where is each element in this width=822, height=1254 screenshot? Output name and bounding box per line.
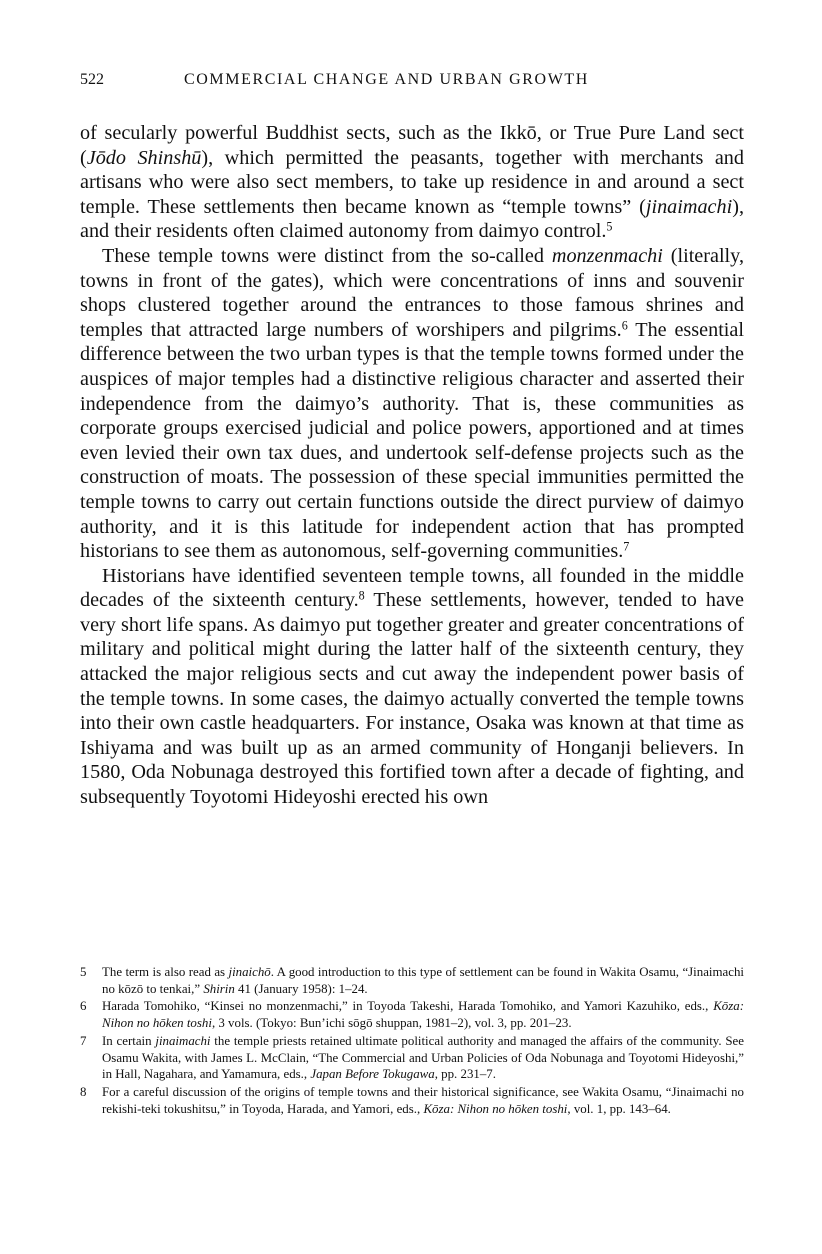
paragraph-3: Historians have identified seventeen temple towns, all founded in the middle decades of the sixteenth century.$^8$ These settlements, however, tended to have very short life spans. As daimyo put together greater and greater concentrations of military and political might during the latter half of the sixteenth century, they attacked the major religious sects and cut away the independent power basis of the temple towns. In some cases, the daimyo actually converted the temple towns into their own castle headquarters. For instance, Osaka was known at that time as Ishiyama and was built up as an armed community of Honganji believers. In 1580, Oda Nobunaga destroyed this fortified town after a decade of fighting, and subsequently Toyotomi Hideyoshi erected his own [80,564,744,809]
footnote-6: 6 Harada Tomohiko, “Kinsei no monzenmachi,” in Toyoda Takeshi, Harada Tomohiko, and Yamori Kazuhiko, eds., Kōza: Nihon no hōken toshi, 3 vols. (Tokyo: Bun’ichi sōgō shuppan, 1981–2), vol. 3, pp. 201–23. [80,999,744,1031]
footnote-number: 5 [80,965,87,979]
footnote-8: 8 For a careful discussion of the origins of temple towns and their historical significance, see Wakita Osamu, “Jinaimachi no rekishi-teki tokushitsu,” in Toyoda, Harada, and Yamori, eds., Kōza: Nihon no hōken toshi, vol. 1, pp. 143–64. [80,1084,744,1116]
footnote-number: 6 [80,999,87,1014]
footnote-number: 7 [80,1033,87,1048]
footnote-ref-7: 7 [623,539,630,554]
running-head: COMMERCIAL CHANGE AND URBAN GROWTH [184,71,589,88]
page-header [80,71,744,95]
footnote-ref-8: 8 [358,588,365,603]
footnote-number: 8 [80,1084,87,1099]
page-number: 522 [80,71,104,88]
footnote-5: 5 The term is also read as jinaichō. A good introduction to this type of settlement can be found in Wakita Osamu, “Jinaimachi no kōzō to tenkai,” Shirin 41 (January 1958): 1–24. [80,965,745,996]
footnote-ref-5: 5 [606,219,613,234]
footnotes [80,964,744,1118]
paragraph-2: These temple towns were distinct from the so-called monzenmachi (literally, towns in front of the gates), which were concentrations of inns and souvenir shops clustered together around the entrances to those famous shrines and temples that attracted large numbers of worshipers and pilgrims.$^6$ The essential difference between the two urban types is that the temple towns formed under the auspices of major temples had a distinctive religious character and asserted their independence from the daimyo’s authority. That is, these communities as corporate groups exercised judicial and police powers, apportioned and at times even levied their own tax dues, and undertook self-defense projects such as the construction of moats. The possession of these special immunities permitted the temple towns to carry out certain functions outside the direct purview of daimyo authority, and it is this latitude for independent action that has prompted historians to see them as autonomous, self-governing communities.$^7$ [80,244,744,563]
body-text [80,121,744,810]
footnote-7: 7 In certain jinaimachi the temple priests retained ultimate political authority and managed the affairs of the community. See Osamu Wakita, with James L. McClain, “The Commercial and Urban Policies of Oda Nobunaga and Toyotomi Hideyoshi,” in Hall, Nagahara, and Yamamura, eds., Japan Before Tokugawa, pp. 231–7. [80,1033,744,1082]
paragraph-1: of secularly powerful Buddhist sects, such as the Ikkō, or True Pure Land sect (Jōdo Shinshū), which permitted the peasants, together with merchants and artisans who were also sect members, to take up residence in and around a sect temple. These settlements then became known as “temple towns” (jinaimachi), and their residents often claimed autonomy from daimyo control.$^5$ [80,122,744,243]
footnote-ref-6: 6 [621,318,628,333]
